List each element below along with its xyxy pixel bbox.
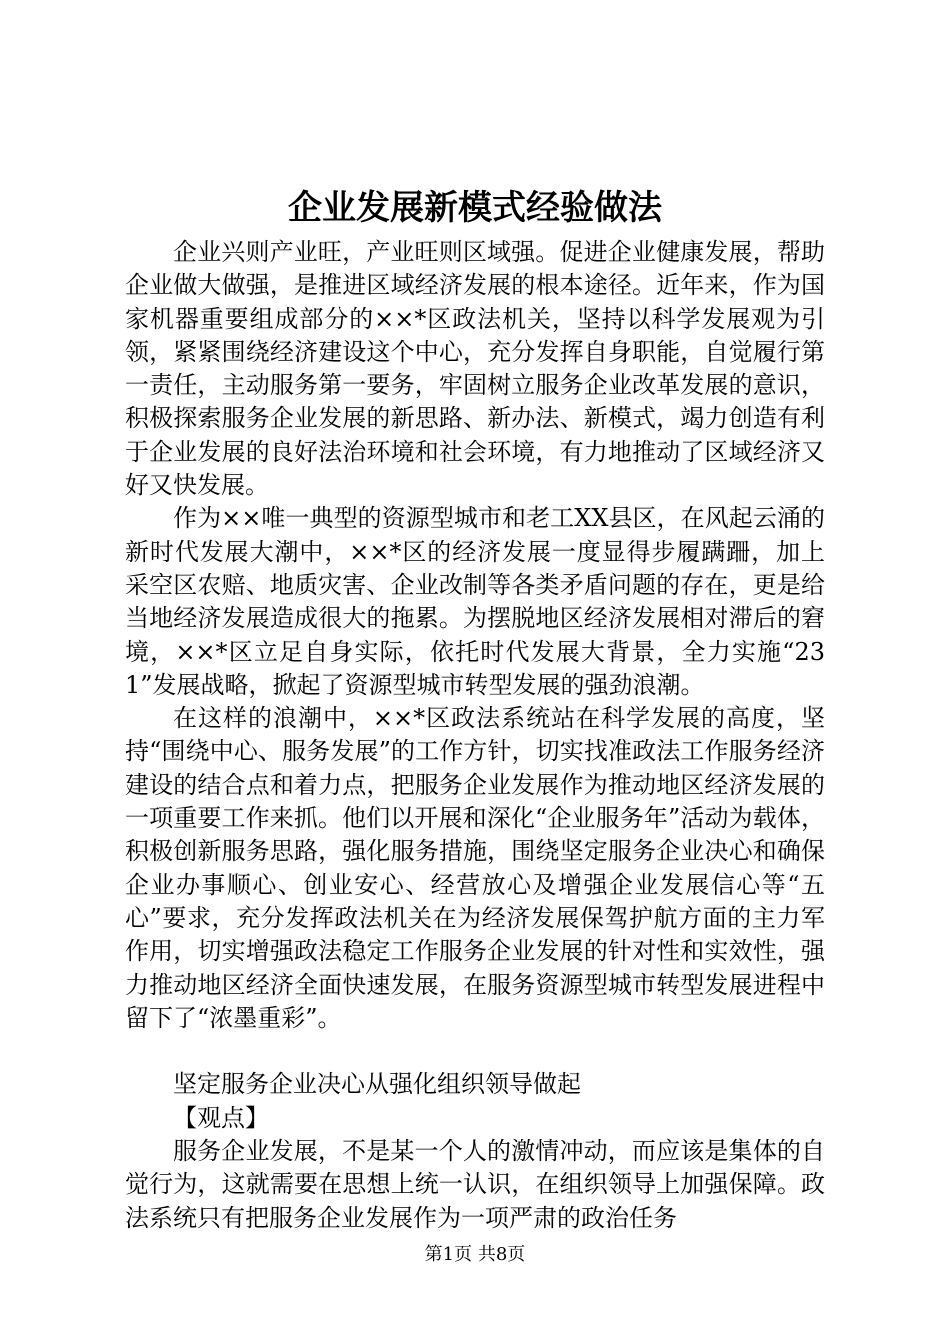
blank-line (125, 1035, 825, 1068)
page-footer: 第1页 共8页 (424, 1244, 526, 1265)
paragraph-viewpoint: 服务企业发展，不是某一个人的激情冲动，而应该是集体的自觉行为，这就需要在思想上统一认识，在组织领导上加强保障。政法系统只有把服务企业发展作为一项严肃的政治任务 (125, 1137, 825, 1232)
paragraph-intro: 企业兴则产业旺，产业旺则区域强。促进企业健康发展，帮助企业做大做强，是推进区域经济发展的根本途径。近年来，作为国家机器重要组成部分的××*区政法机关，坚持以科学发展观为引领，紧紧围绕经济建设这个中心，充分发挥自身职能，自觉履行第一责任，主动服务第一要务，牢固树立服务企业改革发展的意识，积极探索服务企业发展的新思路、新办法、新模式，竭力创造有利于企业发展的良好法治环境和社会环境，有力地推动了区域经济又好又快发展。 (125, 238, 825, 500)
section-heading: 坚定服务企业决心从强化组织领导做起 (173, 1070, 581, 1099)
paragraph-approach: 在这样的浪潮中，××*区政法系统站在科学发展的高度，坚持“围绕中心、服务发展”的工作方针，切实找准政法工作服务经济建设的结合点和着力点，把服务企业发展作为推动地区经济发展的一项重要工作来抓。他们以开展和深化“企业服务年”活动为载体，积极创新服务思路，强化服务措施，围绕坚定服务企业决心和确保企业办事顺心、创业安心、经营放心及增强企业发展信心等“五心”要求，充分发挥政法机关在为经济发展保驾护航方面的主力军作用，切实增强政法稳定工作服务企业发展的针对性和实效性，强力推动地区经济全面快速发展，在服务资源型城市转型发展进程中留下了“浓墨重彩”。 (125, 704, 825, 1032)
document-body (125, 236, 825, 1235)
document-title: 企业发展新模式经验做法 (288, 188, 662, 228)
viewpoint-label: 【观点】 (173, 1103, 269, 1132)
paragraph-background: 作为××唯一典型的资源型城市和老工XX县区，在风起云涌的新时代发展大潮中，××*区的经济发展一度显得步履蹒跚，加上采空区农赔、地质灾害、企业改制等各类矛盾问题的存在，更是给当地经济发展造成很大的拖累。为摆脱地区经济发展相对滞后的窘境，××*区立足自身实际，依托时代发展大背景，全力实施“231”发展战略，掀起了资源型城市转型发展的强劲浪潮。 (125, 504, 825, 699)
